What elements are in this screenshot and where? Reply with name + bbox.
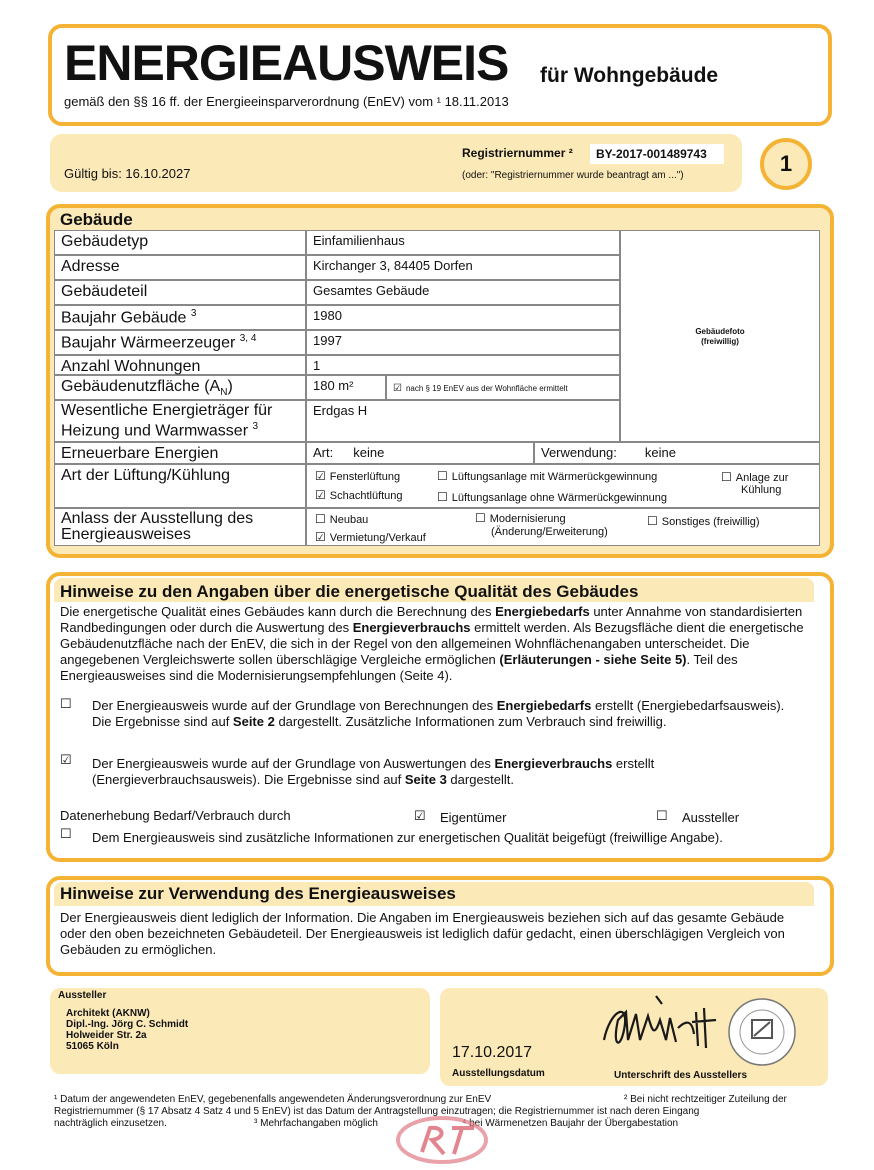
notes-intro: Die energetische Qualität eines Gebäudes kann durch die Berechnung des Energiebedarfs unter Annahme von standardisierten Randbedingungen oder durch die Auswertung des Energieverbrauchs ermittelt werden. Als Bezugsfläche dient die energetische Gebäudenutzfläche nach der EnEV, die sich in der Regel von den allgemeinen Wohnflächenangaben unterscheidet. Die angegebenen Vergleichswerte sollen überschlägige Vergleiche ermöglichen (Erläuterungen - siehe Seite 5). Teil des Energieausweises sind die Modernisierungsempfehlungen (Seite 4).: [60, 604, 804, 683]
issue-date-label: Ausstellungsdatum: [452, 1068, 545, 1079]
legal-basis: gemäß den §§ 16 ff. der Energieeinsparverordnung (EnEV) vom ¹ 18.11.2013: [64, 94, 509, 109]
floor-area-note: ☑ nach § 19 EnEV aus der Wohnfläche ermittelt: [386, 375, 620, 400]
value-building-type: Einfamilienhaus: [306, 230, 620, 255]
issuer-label: Aussteller: [682, 810, 740, 825]
footnote-3: Registriernummer (§ 17 Absatz 4 Satz 4 und 5 EnEV) ist das Datum der Antragstellung einzutragen; die Registriernummer ist nach deren Eingang: [54, 1106, 700, 1117]
value-apartments: 1: [306, 355, 620, 375]
label-construction-year: Baujahr Gebäude $^3$: [54, 305, 306, 330]
issuer-address: Architekt (AKNW) Dipl.-Ing. Jörg C. Schmidt Holweider Str. 2a 51065 Köln: [66, 1008, 189, 1052]
data-collection-label: Datenerhebung Bedarf/Verbrauch durch: [60, 808, 291, 823]
value-address: Kirchanger 3, 84405 Dorfen: [306, 255, 620, 280]
value-floor-area: 180 m²: [306, 375, 386, 400]
value-construction-year: 1980: [306, 305, 620, 330]
issue-reason-options: ☐ Neubau ☐ Modernisierung (Änderung/Erweiterung) ☐ Sonstiges (freiwillig) ☑ Vermietung/Verkauf: [306, 508, 820, 546]
footnote-4: nachträglich einzusetzen.: [54, 1118, 167, 1129]
usage-text: Der Energieausweis dient lediglich der Information. Die Angaben im Energieausweis beziehen sich auf das gesamte Gebäude oder den oben bezeichneten Gebäudeteil. Der Energieausweis ist lediglich dafür gedacht, einen überschlägigen Vergleich von Gebäuden zu ermöglichen.: [60, 910, 785, 957]
checkbox-owner[interactable]: ☑: [414, 808, 426, 823]
floor-area-checkbox[interactable]: ☑: [393, 383, 402, 394]
label-floor-area: Gebäudenutzfläche $(A_N)$: [54, 375, 306, 400]
footnote-5: ³ Mehrfachangaben möglich: [254, 1118, 378, 1129]
label-energy-carriers: Wesentliche Energieträger für Heizung und Warmwasser $^3$: [54, 400, 306, 442]
renewable-use-cell: Verwendung: keine: [534, 442, 820, 464]
checkbox-extra-info[interactable]: ☐: [60, 826, 72, 841]
document-title: ENERGIEAUSWEIS: [64, 35, 509, 91]
label-address: Adresse: [54, 255, 306, 280]
label-ventilation: Art der Lüftung/Kühlung: [54, 464, 306, 508]
architect-seal: [726, 996, 798, 1068]
renewable-type-value: keine: [353, 445, 385, 460]
extra-info-label: Dem Energieausweis sind zusätzliche Informationen zur energetischen Qualität beigefügt (freiwillige Angabe).: [92, 830, 723, 845]
value-heater-year: 1997: [306, 330, 620, 355]
option-demand-certificate: Der Energieausweis wurde auf der Grundlage von Berechnungen des Energiebedarfs erstellt (Energiebedarfsausweis). Die Ergebnisse sind auf Seite 2 dargestellt. Zusätzliche Informationen zum Verbrauch sind freiwillig.: [92, 698, 785, 729]
registration-number: BY-2017-001489743: [590, 144, 724, 164]
option-consumption-certificate: Der Energieausweis wurde auf der Grundlage von Auswertungen des Energieverbrauchs erstellt (Energieverbrauchsausweis). Die Ergebnisse sind auf Seite 3 dargestellt.: [92, 756, 655, 787]
ventilation-options: ☑ Fensterlüftung ☐ Lüftungsanlage mit Wärmerückgewinnung ☐ Anlage zur Kühlung ☑ Schachtlüftung ☐ Lüftungsanlage ohne Wärmerückgewinnung: [306, 464, 820, 508]
footnote-1: ¹ Datum der angewendeten EnEV, gegebenenfalls angewendeten Änderungsverordnung zur EnEV: [54, 1094, 492, 1105]
signature-image: [596, 990, 736, 1060]
renewable-type-cell: Art: keine: [306, 442, 534, 464]
checkbox-issuer[interactable]: ☐: [656, 808, 668, 823]
checkbox-cooling[interactable]: ☐: [721, 470, 732, 484]
label-building-part: Gebäudeteil: [54, 280, 306, 305]
checkbox-consumption-certificate[interactable]: ☑: [60, 752, 72, 767]
page-number-circle: [760, 138, 812, 190]
document-subtitle: für Wohngebäude: [540, 64, 719, 87]
checkbox-shaft-ventilation[interactable]: ☑: [315, 488, 326, 502]
registration-note: (oder: "Registriernummer wurde beantragt am ..."): [462, 170, 684, 181]
issue-date: 17.10.2017: [452, 1044, 533, 1061]
checkbox-rent-sale[interactable]: ☑: [315, 530, 326, 544]
valid-until: Gültig bis: 16.10.2027: [64, 166, 191, 181]
issuer-heading: Aussteller: [58, 990, 107, 1001]
checkbox-window-ventilation[interactable]: ☑: [315, 469, 326, 483]
watermark-logo: [392, 1108, 492, 1168]
checkbox-new-building[interactable]: ☐: [315, 512, 326, 526]
label-heater-year: Baujahr Wärmeerzeuger $^{3, 4}$: [54, 330, 306, 355]
renewable-use-value: keine: [644, 445, 676, 460]
checkbox-vent-without-recovery[interactable]: ☐: [437, 490, 448, 504]
page-number: 1: [779, 151, 793, 176]
registration-label: Registriernummer ²: [462, 146, 573, 160]
checkbox-other[interactable]: ☐: [647, 514, 658, 528]
owner-label: Eigentümer: [440, 810, 507, 825]
label-renewable: Erneuerbare Energien: [54, 442, 306, 464]
checkbox-vent-with-recovery[interactable]: ☐: [437, 469, 448, 483]
value-building-part: Gesamtes Gebäude: [306, 280, 620, 305]
signature-label: Unterschrift des Ausstellers: [614, 1070, 748, 1081]
label-apartments: Anzahl Wohnungen: [54, 355, 306, 375]
checkbox-modernisation[interactable]: ☐: [475, 511, 486, 525]
building-photo-placeholder: Gebäudefoto (freiwillig): [620, 230, 820, 442]
value-energy-carriers: Erdgas H: [306, 400, 620, 442]
label-building-type: Gebäudetyp: [54, 230, 306, 255]
building-title: Gebäude: [60, 210, 133, 229]
label-issue-reason: Anlass der Ausstellung des Energieausweises: [54, 508, 306, 546]
footnote-6: ⁴ bei Wärmenetzen Baujahr der Übergabestation: [462, 1118, 679, 1129]
footnote-2: ² Bei nicht rechtzeitiger Zuteilung der: [624, 1094, 787, 1105]
checkbox-demand-certificate[interactable]: ☐: [60, 696, 72, 711]
notes-title: Hinweise zu den Angaben über die energetische Qualität des Gebäudes: [60, 582, 639, 601]
usage-title: Hinweise zur Verwendung des Energieausweises: [60, 884, 456, 903]
